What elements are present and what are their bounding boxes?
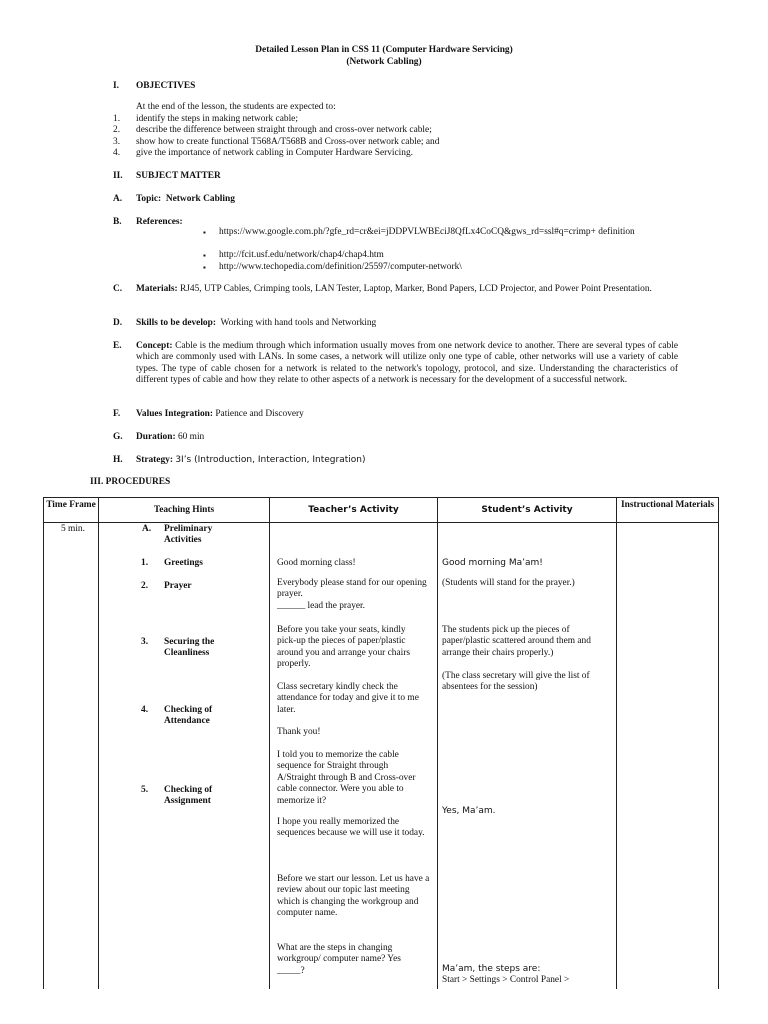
header-student-activity: Student’s Activity	[481, 505, 573, 515]
hint-label: Greetings	[164, 558, 203, 568]
preliminary-letter: A.	[142, 524, 152, 534]
values-label: Values Integration:	[136, 409, 213, 419]
bullet-icon: ▪	[203, 263, 206, 272]
table-border	[269, 497, 270, 989]
hint-number: 4.	[141, 705, 149, 715]
duration-line	[136, 432, 204, 443]
hint-number: 2.	[141, 581, 149, 591]
header-teacher-activity: Teacher’s Activity	[308, 505, 399, 515]
topic-line	[136, 194, 235, 205]
reference-link[interactable]: http://www.techopedia.com/definition/25597/computer-network\	[219, 262, 462, 272]
teacher-line: Thank you!	[277, 727, 321, 737]
strategy-label: Strategy:	[136, 455, 173, 465]
values-line	[136, 409, 304, 420]
hint-number: 5.	[141, 785, 149, 795]
table-border	[437, 497, 438, 989]
materials-letter: C.	[113, 284, 123, 294]
materials-label: Materials:	[136, 284, 178, 294]
skills-label: Skills to be develop:	[136, 318, 216, 328]
materials-value: RJ45, UTP Cables, Crimping tools, LAN Tester, Laptop, Marker, Bond Papers, LCD Projector, and Power Point Presentation.	[180, 284, 652, 294]
student-line: (Students will stand for the prayer.)	[442, 578, 575, 588]
objective-item: show how to create functional T568A/T568B and Cross-over network cable; and	[136, 137, 440, 147]
reference-link[interactable]: http://fcit.usf.edu/network/chap4/chap4.htm	[219, 250, 384, 260]
procedures-table	[43, 497, 719, 989]
objective-item: identify the steps in making network cable;	[136, 114, 298, 124]
duration-letter: G.	[113, 432, 123, 442]
student-line: (The class secretary will give the list of absentees for the session)	[442, 671, 590, 693]
procedures-heading: III. PROCEDURES	[90, 477, 171, 487]
references-letter: B.	[113, 217, 122, 227]
teacher-line: ______ lead the prayer.	[277, 601, 365, 611]
values-letter: F.	[113, 409, 121, 419]
time-frame-value: 5 min.	[61, 524, 85, 534]
topic-value: Network Cabling	[165, 194, 235, 204]
materials-paragraph	[136, 284, 678, 295]
header-instructional-materials: Instructional Materials	[621, 500, 714, 510]
skills-letter: D.	[113, 318, 123, 328]
hint-label: Prayer	[164, 581, 192, 591]
table-border	[43, 497, 44, 989]
hint-label: Securing the Cleanliness	[164, 637, 215, 659]
preliminary-label: Preliminary Activities	[164, 524, 213, 546]
teacher-line: Everybody please stand for our opening prayer.	[277, 578, 427, 600]
header-teaching-hints: Teaching Hints	[153, 505, 215, 515]
table-border	[98, 497, 99, 989]
teacher-line: Before we start our lesson. Let us have a review about our topic last meeting which is changing the workgroup and computer name.	[277, 874, 430, 919]
concept-value: Cable is the medium through which information usually moves from one network device to another. There are several types of cable which are commonly used with LANs. In some cases, a network will utilize only one type of cable, other networks will use a variety of cable types. The type of cable chosen for a network is related to the network's topology, protocol, and size. Understanding the characteristics of different types of cable and how they relate to other aspects of a network is necessary for the development of a successful network.	[136, 341, 679, 386]
references-label: References:	[136, 217, 183, 227]
table-border	[43, 522, 719, 523]
teacher-line: What are the steps in changing workgroup/ computer name? Yes _____?	[277, 943, 401, 976]
student-line: The students pick up the pieces of paper/plastic scattered around them and arrange their chairs properly.)	[442, 625, 591, 658]
objective-number: 4.	[113, 148, 121, 158]
teacher-line: Class secretary kindly check the attendance for today and give it to me later.	[277, 682, 419, 715]
duration-value: 60 min	[177, 432, 205, 442]
hint-number: 3.	[141, 637, 149, 647]
concept-letter: E.	[113, 341, 122, 351]
student-line: Ma’am, the steps are:	[442, 964, 541, 974]
hint-label: Checking of Assignment	[164, 785, 213, 807]
header-time-frame: Time Frame	[46, 500, 96, 510]
teacher-line: Before you take your seats, kindly pick-up the pieces of paper/plastic around you and arrange your chairs properly.	[277, 625, 411, 670]
values-value: Patience and Discovery	[215, 409, 304, 419]
concept-label: Concept:	[136, 341, 173, 351]
objectives-numeral: I.	[113, 81, 119, 91]
strategy-value: 3I’s (Introduction, Interaction, Integration)	[175, 455, 366, 465]
skills-line	[136, 318, 376, 329]
objectives-intro: At the end of the lesson, the students are expected to:	[136, 102, 336, 112]
hint-number: 1.	[141, 558, 149, 568]
skills-value: Working with hand tools and Networking	[220, 318, 377, 328]
objective-item: give the importance of network cabling in Computer Hardware Servicing.	[136, 148, 413, 158]
topic-letter: A.	[113, 194, 123, 204]
duration-label: Duration:	[136, 432, 176, 442]
table-border	[616, 497, 617, 989]
strategy-line	[136, 455, 366, 466]
concept-paragraph	[136, 341, 678, 387]
student-line: Start > Settings > Control Panel >	[442, 975, 570, 985]
student-line: Good morning Ma’am!	[442, 558, 543, 568]
objectives-heading: OBJECTIVES	[136, 81, 196, 91]
strategy-letter: H.	[113, 455, 123, 465]
hint-label: Checking of Attendance	[164, 705, 213, 727]
subject-numeral: II.	[113, 171, 123, 181]
teacher-line: I hope you really memorized the sequences because we will use it today.	[277, 817, 425, 839]
objective-number: 3.	[113, 137, 121, 147]
objective-number: 1.	[113, 114, 121, 124]
document-title: Detailed Lesson Plan in CSS 11 (Computer Hardware Servicing)	[255, 45, 513, 55]
objective-item: describe the difference between straight through and cross-over network cable;	[136, 125, 432, 135]
teacher-line: I told you to memorize the cable sequence for Straight through A/Straight through B and Cross-over cable connector. Were you able to memorize it?	[277, 750, 416, 806]
teacher-line: Good morning class!	[277, 558, 356, 568]
bullet-icon: ▪	[203, 228, 206, 237]
document-subtitle: (Network Cabling)	[346, 57, 422, 67]
objective-number: 2.	[113, 125, 121, 135]
student-line: Yes, Ma’am.	[442, 806, 496, 816]
table-border	[43, 497, 719, 498]
table-border	[718, 497, 719, 989]
bullet-icon: ▪	[203, 251, 206, 260]
reference-link[interactable]: https://www.google.com.ph/?gfe_rd=cr&ei=jDDPVLWBEciJ8QfLx4CoCQ&gws_rd=ssl#q=crimp+ definition	[219, 227, 635, 237]
subject-heading: SUBJECT MATTER	[136, 171, 221, 181]
topic-label: Topic:	[136, 194, 162, 204]
